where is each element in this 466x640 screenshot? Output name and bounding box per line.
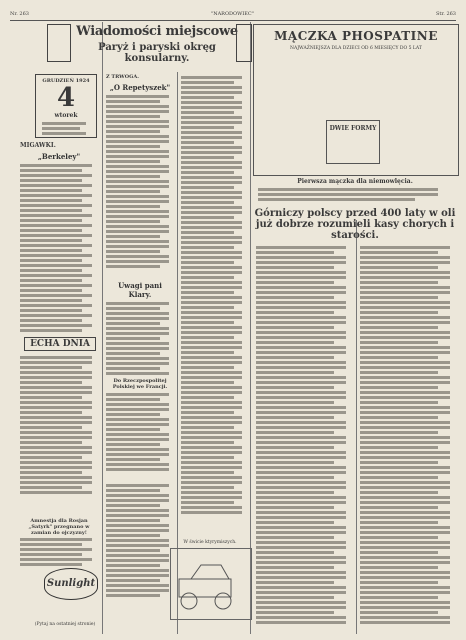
echa-dnia-heading: ECHA DNIA — [24, 337, 96, 351]
illustration-frame — [170, 548, 252, 620]
calendar-weekday: wtorek — [54, 112, 78, 119]
column-divider — [102, 22, 103, 634]
local-news-banner — [72, 24, 242, 70]
ad-formy-title: DWIE FORMY — [329, 125, 377, 132]
banner-title: Wiadomości miejscowe — [76, 24, 238, 39]
amnesty-headline: Amnestja dla Rosjan „Satyrk" przegnano w zamian do ojczyzny! — [28, 518, 90, 536]
ad-caption: Pierwsza mączka dla niemowlęcia. — [297, 178, 413, 185]
banner-ornament-right — [236, 24, 252, 62]
section-migawki: MIGAWKI. — [20, 142, 56, 149]
sunlight-ad — [44, 568, 98, 600]
amnesty-article — [20, 518, 98, 568]
poem-title: „Berkeley" — [37, 152, 81, 161]
column-1-top — [20, 142, 98, 332]
car-illustration — [171, 549, 251, 619]
illustration-caption: W świcie ktyrymiszych. — [183, 540, 237, 545]
article-title-uwagi: Uwagi pani Klary. — [118, 281, 162, 299]
banner-subtitle: Paryż i paryski okręg konsularny. — [98, 42, 216, 64]
ad-subtitle: NAJWAŻNIEJSZA DLA DZIECI OD 6 MIESIĘCY DO 5 LAT — [290, 46, 422, 51]
sunlight-logo: Sunlight — [46, 578, 96, 589]
column-5 — [360, 244, 458, 632]
header-rule — [10, 20, 456, 21]
phospatine-ad — [253, 24, 459, 176]
article-title-rzeczpospolita: Do Rzeczpospolitej Polskiej we Francji. — [112, 378, 168, 390]
column-1-middle — [20, 354, 98, 514]
column-4 — [256, 244, 354, 632]
page-number-right: Str. 263 — [435, 11, 456, 17]
column-3 — [181, 74, 247, 544]
ad-formy-box — [326, 120, 380, 164]
ad-title: MĄCZKA PHOSPATINE — [274, 29, 438, 43]
calendar-box — [35, 74, 97, 138]
article-title-repetyszek: „O Repetyszek" — [109, 83, 171, 92]
banner-ornament-left — [47, 24, 71, 62]
column-2-middle — [106, 278, 174, 478]
page-header — [10, 10, 456, 18]
headline-gornicy: Górniczy polscy przed 400 laty w oli już dobrze rozumieli kasy chorych i starości. — [254, 208, 456, 241]
section-trwoga: Z TRWOGA. — [106, 74, 140, 80]
column-2-bottom — [106, 482, 174, 632]
paper-title: "NARODOWIEC" — [210, 11, 255, 17]
calendar-day: 4 — [56, 83, 76, 113]
column-divider — [250, 22, 251, 634]
column-2-top — [106, 74, 174, 274]
page-number-left: Nr. 263 — [10, 11, 29, 17]
sunlight-caption: (Pytaj na ostatniej stronie) — [34, 622, 96, 627]
ad-body — [258, 186, 454, 204]
calendar-month: GRUDZIEŃ 1924 — [42, 78, 90, 84]
column-divider — [356, 220, 357, 634]
